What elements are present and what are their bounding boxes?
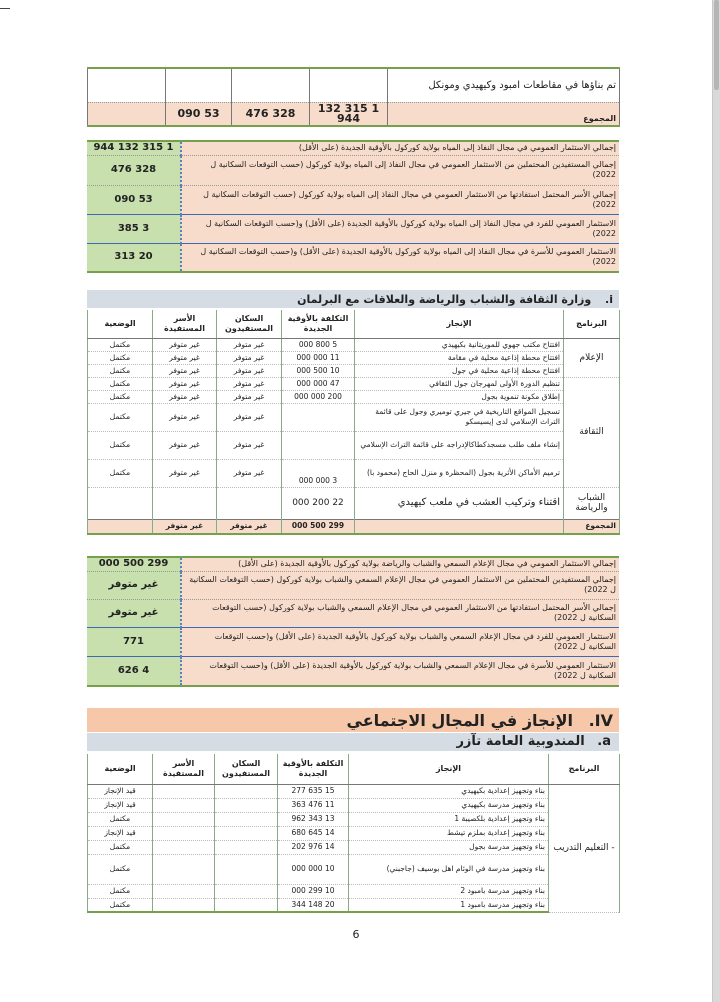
summary-label: إجمالي المستفيدين المحتملين من الاستثمار العمومي في مجال الإعلام السمعي والشباب بولاية كوركول (حسب التوقعات السكانية ل 2022) [181, 571, 619, 599]
page-number: 6 [352, 928, 360, 941]
summary-value: 53 090 [87, 185, 181, 214]
vertical-scrollbar[interactable] [712, 0, 720, 1002]
taazur-table [87, 754, 620, 913]
total-cost: 299 500 000 [282, 519, 355, 534]
population-cell [215, 812, 278, 826]
table-row [88, 431, 620, 459]
population-cell [215, 854, 278, 884]
work-cell: بناء وتجهيز إعدادية بلكصيبة 1 [349, 812, 549, 826]
summary-value: 771 [87, 627, 181, 656]
work-cell: اقتناء وتركيب العشب في ملعب كيهيدي [355, 487, 564, 519]
table-row [88, 487, 620, 519]
population-cell [215, 840, 278, 854]
cost-cell: 15 635 277 [278, 784, 349, 798]
culture-summary-table [87, 556, 619, 687]
table-row [88, 798, 620, 812]
cost-cell: 11 000 000 [282, 351, 355, 364]
table-cell [355, 519, 564, 534]
population-cell [215, 826, 278, 840]
table-cell [310, 68, 388, 102]
work-cell: افتتاح محطة إذاعية محلية في جول [355, 364, 564, 377]
status-cell: مكتمل [88, 459, 153, 487]
work-cell: بناء وتجهيز مدرسة في الوئام اهل بوسيف (جاجبني) [349, 854, 549, 884]
table-row [88, 338, 620, 351]
status-cell: قيد الإنجاز [88, 798, 153, 812]
summary-value: 20 313 [87, 243, 181, 272]
table-row [88, 840, 620, 854]
summary-label: إجمالي الأسر المحتمل استفادتها من الاستثمار العمومي في مجال الإعلام السمعي والشباب بولاية كوركول (حسب التوقعات السكانية ل 2022) [181, 599, 619, 627]
subsection-number: a. [597, 734, 611, 749]
column-header: الإنجاز [355, 310, 564, 338]
culture-table [87, 310, 620, 535]
table-cell [232, 68, 310, 102]
population-cell: غير متوفر [217, 338, 282, 351]
families-cell: غير متوفر [153, 377, 217, 390]
summary-label: الاستثمار العمومي للفرد في مجال الإعلام السمعي والشباب بولاية كوركول بالأوقية الجديدة (على الأقل) و(حسب التوقعات السكانية ل 2022) [181, 627, 619, 656]
total-row [88, 519, 620, 534]
table-cell [88, 68, 166, 102]
status-cell: مكتمل [88, 364, 153, 377]
population-cell [215, 784, 278, 798]
status-cell: مكتمل [88, 884, 153, 898]
section-title: وزارة الثقافة والشباب والرياضة والعلاقات مع البرلمان [297, 293, 592, 306]
column-header: الإنجاز [349, 754, 549, 784]
program-cell: الشباب والرياضة [564, 487, 620, 519]
table-row [88, 459, 620, 487]
summary-value: 1 315 132 944 [87, 141, 181, 155]
families-cell: غير متوفر [153, 351, 217, 364]
families-cell [153, 840, 215, 854]
families-cell: غير متوفر [153, 431, 217, 459]
work-cell: بناء وتجهيز إعدادية بملزم تيشط [349, 826, 549, 840]
table-row [88, 390, 620, 403]
cost-cell: 3 000 000 [282, 459, 355, 487]
families-cell: غير متوفر [153, 338, 217, 351]
cost-cell: 47 000 000 [282, 377, 355, 390]
summary-label: الاستثمار العمومي للأسرة في مجال النفاذ إلى المياه بولاية كوركول بالأوقية الجديدة (على الأقل) و(حسب التوقعات السكانية ل 2022) [181, 243, 619, 272]
table-row [88, 403, 620, 431]
cost-cell [282, 403, 355, 431]
cost-cell: 10 299 000 [278, 884, 349, 898]
top-rule [0, 8, 10, 9]
summary-label: إجمالي الاستثمار العمومي في مجال الإعلام السمعي والشباب والرياضة بولاية كوركول بالأوقية الجديدة (على الأقل) [181, 557, 619, 571]
status-cell: مكتمل [88, 390, 153, 403]
population-cell: غير متوفر [217, 351, 282, 364]
column-header: الوضعية [88, 310, 153, 338]
summary-value: غير متوفر [87, 599, 181, 627]
summary-label: إجمالي الأسر المحتمل استفادتها من الاستثمار العمومي في مجال النفاذ إلى المياه بولاية كوركول (حسب التوقعات السكانية ل 2022) [181, 185, 619, 214]
section-title: الإنجاز في المجال الاجتماعي [346, 711, 573, 730]
table-row [88, 364, 620, 377]
population-cell [215, 884, 278, 898]
table-cell [166, 68, 232, 102]
total-label: المجموع [388, 102, 620, 126]
section-heading-social [87, 708, 619, 732]
water-summary-table [87, 140, 619, 273]
cost-cell: 22 200 000 [282, 487, 355, 519]
program-cell: - التعليم التدريب [549, 784, 620, 912]
population-cell: غير متوفر [217, 459, 282, 487]
summary-value: 4 626 [87, 656, 181, 686]
work-cell: إطلاق مكونة تنموية بجول [355, 390, 564, 403]
summary-label: الاستثمار العمومي للفرد في مجال النفاذ إلى المياه بولاية كوركول بالأوقية الجديدة (على الأقل) و(حسب التوقعات السكانية ل 2022) [181, 214, 619, 243]
families-cell: غير متوفر [153, 364, 217, 377]
families-cell [153, 812, 215, 826]
column-header: التكلفة بالأوقية الجديدة [278, 754, 349, 784]
table-row [88, 351, 620, 364]
table-row [88, 898, 620, 912]
cost-cell: 10 000 000 [278, 854, 349, 884]
table-cell [88, 519, 153, 534]
work-cell: إنشاء ملف طلب مسجدكطاكالإدراجه على قائمة التراث الإسلامي [355, 431, 564, 459]
table-row [88, 784, 620, 798]
work-cell: بناء وتجهيز إعدادية بكيهيدي [349, 784, 549, 798]
table-row [88, 826, 620, 840]
families-cell [153, 487, 217, 519]
cost-cell: 13 343 962 [278, 812, 349, 826]
families-cell [153, 784, 215, 798]
column-header: الوضعية [88, 754, 153, 784]
summary-value: غير متوفر [87, 571, 181, 599]
work-cell: بناء وتجهيز مدرسة بامبود 2 [349, 884, 549, 898]
cost-cell: 20 148 344 [278, 898, 349, 912]
work-cell: تسجيل المواقع التاريخية في جيري توميري وجول على قائمة التراث الإسلامي لدى إيسيسكو [355, 403, 564, 431]
families-cell [153, 798, 215, 812]
section-number: i. [605, 293, 613, 306]
scrollbar-thumb[interactable] [714, 0, 719, 90]
families-cell [153, 898, 215, 912]
cost-cell: 11 476 363 [278, 798, 349, 812]
status-cell: قيد الإنجاز [88, 826, 153, 840]
work-cell: تنظيم الدورة الأولى لمهرجان جول الثقافي [355, 377, 564, 390]
families-cell [153, 884, 215, 898]
subsection-heading-taazur [87, 733, 619, 751]
summary-value: 299 500 000 [87, 557, 181, 571]
families-cell: غير متوفر [153, 390, 217, 403]
work-cell: افتتاح محطة إذاعية محلية في مقامة [355, 351, 564, 364]
families-cell: غير متوفر [153, 459, 217, 487]
families-cell [153, 854, 215, 884]
status-cell: مكتمل [88, 854, 153, 884]
population-cell: غير متوفر [217, 403, 282, 431]
column-header: التكلفة بالأوقية الجديدة [282, 310, 355, 338]
column-header: البرنامج [549, 754, 620, 784]
population-cell: غير متوفر [217, 431, 282, 459]
summary-label: الاستثمار العمومي للأسرة في مجال الإعلام السمعي والشباب بولاية كوركول بالأوقية الجديدة (على الأقل) و(حسب التوقعات السكانية ل 2022) [181, 656, 619, 686]
cost-cell: 5 800 000 [282, 338, 355, 351]
status-cell: قيد الإنجاز [88, 784, 153, 798]
work-cell: ترميم الأماكن الأثرية بجول (المحظرة و منزل الحاج (محمود با) [355, 459, 564, 487]
families-cell: غير متوفر [153, 403, 217, 431]
work-cell: بناء وتجهيز مدرسة بامبود 1 [349, 898, 549, 912]
total-families: 53 090 [166, 102, 232, 126]
section-heading-culture [87, 290, 619, 308]
population-cell: غير متوفر [217, 364, 282, 377]
subsection-title: المندوبية العامة تآزر [456, 734, 585, 749]
table-row [88, 377, 620, 390]
cost-cell: 200 000 000 [282, 390, 355, 403]
summary-label: إجمالي المستفيدين المحتملين من الاستثمار العمومي في مجال النفاذ إلى المياه بولاية كوركول (حسب التوقعات السكانية ل 2022) [181, 155, 619, 185]
work-cell: بناء وتجهيز مدرسة بجول [349, 840, 549, 854]
status-cell: مكتمل [88, 338, 153, 351]
population-cell [215, 898, 278, 912]
summary-value: 3 385 [87, 214, 181, 243]
cost-cell: 14 976 202 [278, 840, 349, 854]
summary-label: إجمالي الاستثمار العمومي في مجال النفاذ إلى المياه بولاية كوركول بالأوقية الجديدة (على الأقل) [181, 141, 619, 155]
status-cell: مكتمل [88, 898, 153, 912]
table-row [88, 854, 620, 884]
table-row [88, 812, 620, 826]
total-families: غير متوفر [153, 519, 217, 534]
column-header: السكان المستفيدون [215, 754, 278, 784]
work-cell: بناء وتجهيز مدرسة بكيهيدي [349, 798, 549, 812]
summary-value: 328 476 [87, 155, 181, 185]
cost-cell: 10 500 000 [282, 364, 355, 377]
population-cell: غير متوفر [217, 377, 282, 390]
column-header: الأسر المستفيدة [153, 310, 217, 338]
families-cell [153, 826, 215, 840]
table-cell: تم بناؤها في مقاطعات امبود وكيهيدي ومونكل [388, 68, 620, 102]
section-number: IV. [588, 711, 613, 730]
population-cell: غير متوفر [217, 390, 282, 403]
total-population: 328 476 [232, 102, 310, 126]
work-cell: افتتاح مكتب جهوي للموريتانية بكيهيدي [355, 338, 564, 351]
status-cell: مكتمل [88, 812, 153, 826]
table-cell [88, 102, 166, 126]
column-header: البرنامج [564, 310, 620, 338]
program-cell: الثقافة [564, 377, 620, 487]
total-label: المجموع [564, 519, 620, 534]
status-cell [88, 487, 153, 519]
cost-cell [282, 431, 355, 459]
program-cell: الإعلام [564, 338, 620, 377]
water-table-continued [87, 67, 620, 127]
total-cost: 1 315 132 944 [310, 102, 388, 126]
population-cell [215, 798, 278, 812]
status-cell: مكتمل [88, 403, 153, 431]
status-cell: مكتمل [88, 351, 153, 364]
status-cell: مكتمل [88, 840, 153, 854]
column-header: الأسر المستفيدة [153, 754, 215, 784]
population-cell [217, 487, 282, 519]
table-row [88, 884, 620, 898]
cost-cell: 14 645 680 [278, 826, 349, 840]
column-header: السكان المستفيدون [217, 310, 282, 338]
status-cell: مكتمل [88, 377, 153, 390]
status-cell: مكتمل [88, 431, 153, 459]
total-population: غير متوفر [217, 519, 282, 534]
